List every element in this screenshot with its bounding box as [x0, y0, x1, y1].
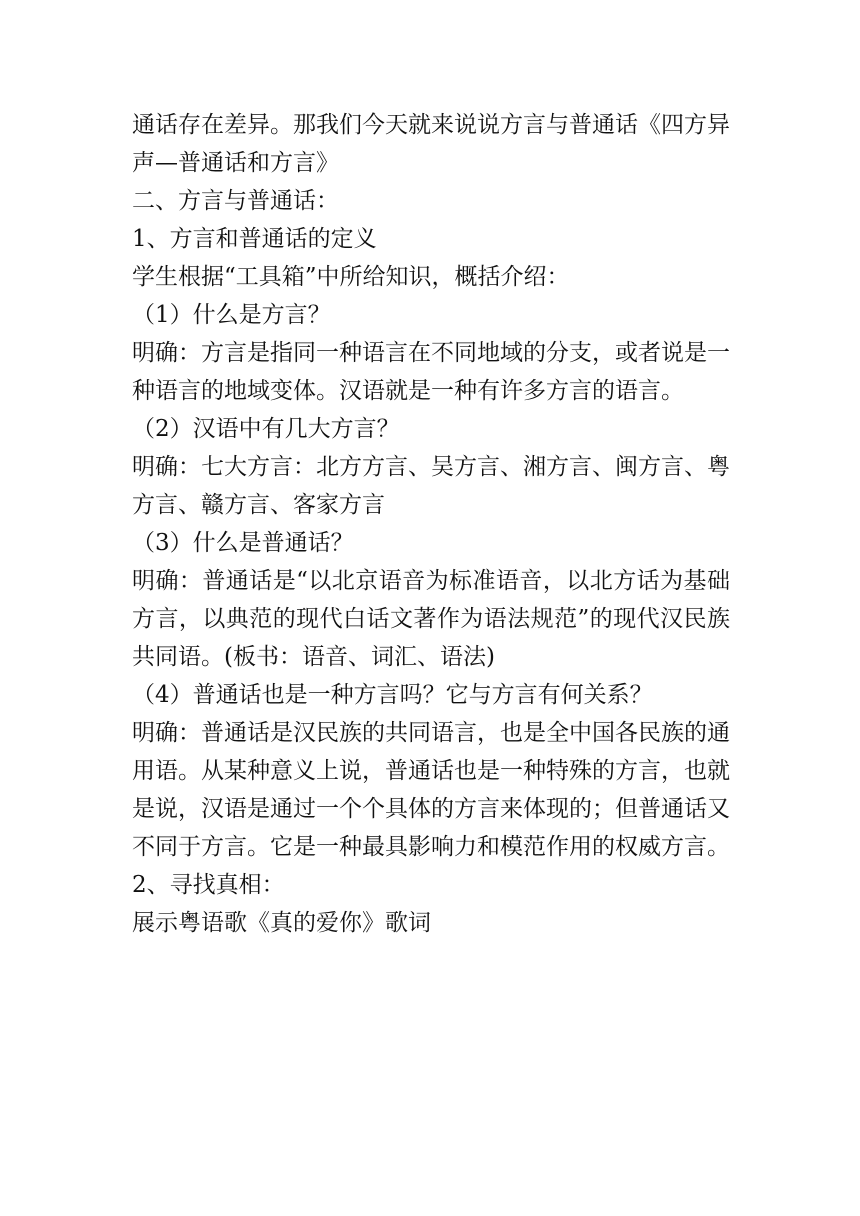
answer-2-line-2: 方言、赣方言、客家方言 [132, 492, 385, 518]
text-line-1: 通话存在差异。那我们今天就来说说方言与普通话《四方异 [132, 112, 730, 138]
question-1: （1）什么是方言？ [132, 302, 331, 328]
text-line-last: 展示粤语歌《真的爱你》歌词 [132, 910, 431, 936]
answer-4-line-4: 不同于方言。它是一种最具影响力和模范作用的权威方言。 [132, 834, 730, 860]
answer-4-line-1: 明确：普通话是汉民族的共同语言，也是全中国各民族的通 [132, 720, 730, 746]
answer-4-line-2: 用语。从某种意义上说，普通话也是一种特殊的方言，也就 [132, 758, 730, 784]
answer-1-line-1: 明确：方言是指同一种语言在不同地域的分支，或者说是一 [132, 340, 730, 366]
document-body [132, 106, 730, 942]
text-line-2: 声—普通话和方言》 [132, 150, 339, 176]
answer-3-line-2: 方言，以典范的现代白话文著作为语法规范”的现代汉民族 [132, 606, 730, 632]
question-4: （4）普通话也是一种方言吗？它与方言有何关系？ [132, 682, 653, 708]
answer-4-line-3: 是说，汉语是通过一个个具体的方言来体现的；但普通话又 [132, 796, 730, 822]
section-heading-2: 二、方言与普通话： [132, 188, 339, 214]
question-2: （2）汉语中有几大方言？ [132, 416, 400, 442]
answer-2-line-1: 明确：七大方言：北方方言、吴方言、湘方言、闽方言、粤 [132, 454, 730, 480]
answer-3-line-1: 明确：普通话是“以北京语音为标准语音，以北方话为基础 [132, 568, 730, 594]
text-line-5: 学生根据“工具箱”中所给知识，概括介绍： [132, 264, 570, 290]
subheading-definition: 1、方言和普通话的定义 [132, 226, 377, 252]
subheading-find-truth: 2、寻找真相： [132, 872, 285, 898]
answer-3-line-3: 共同语。(板书：语音、词汇、语法) [132, 644, 495, 670]
answer-1-line-2: 种语言的地域变体。汉语就是一种有许多方言的语言。 [132, 378, 684, 404]
question-3: （3）什么是普通话？ [132, 530, 354, 556]
